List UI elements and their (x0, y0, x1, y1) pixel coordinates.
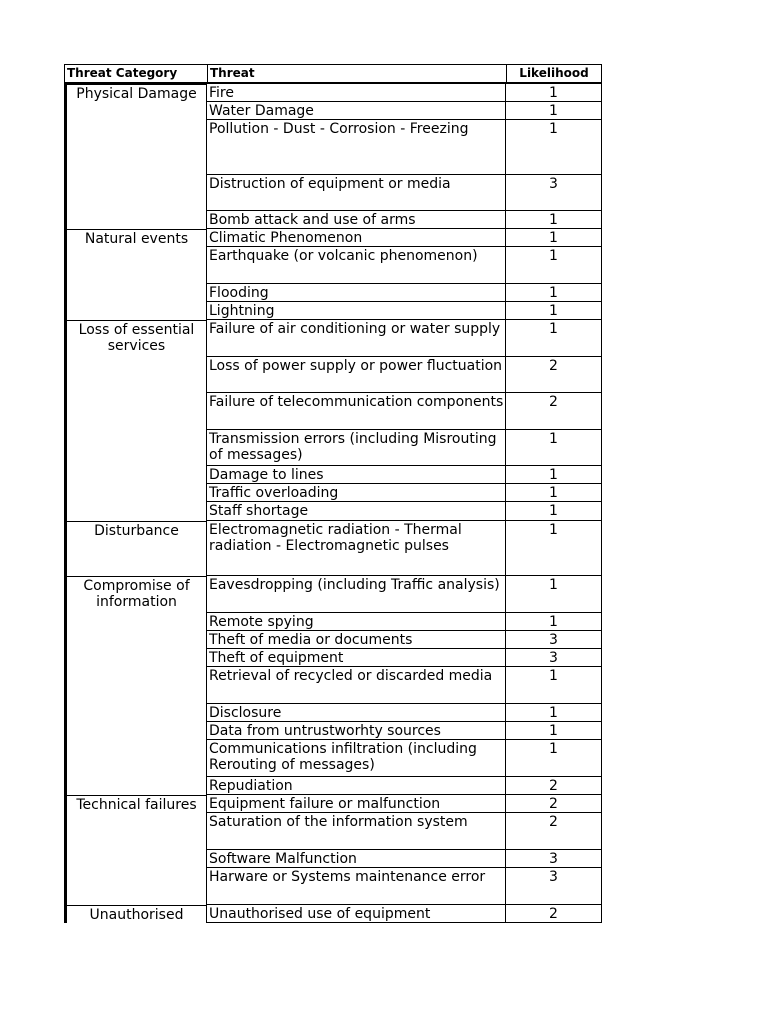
table-row (64, 393, 602, 430)
threat-category-cell-continued (64, 466, 207, 484)
threat-cell: Flooding (207, 284, 506, 302)
threat-cell: Communications infiltration (including Rerouting of messages) (207, 740, 506, 777)
threat-table (64, 64, 602, 923)
table-row (64, 120, 602, 175)
threat-category-cell-continued (64, 613, 207, 631)
table-row (64, 795, 602, 813)
likelihood-cell: 1 (506, 102, 602, 120)
table-row (64, 302, 602, 320)
threat-category-cell: Physical Damage (64, 84, 207, 102)
likelihood-cell: 1 (506, 502, 602, 521)
table-row (64, 740, 602, 777)
threat-cell: Saturation of the information system (207, 813, 506, 850)
threat-cell: Transmission errors (including Misrouting of messages) (207, 430, 506, 466)
threat-cell: Climatic Phenomenon (207, 229, 506, 247)
likelihood-cell: 1 (506, 521, 602, 576)
table-row (64, 576, 602, 613)
threat-cell: Staff shortage (207, 502, 506, 521)
threat-cell: Bomb attack and use of arms (207, 211, 506, 229)
threat-cell: Damage to lines (207, 466, 506, 484)
threat-cell: Water Damage (207, 102, 506, 120)
table-row (64, 850, 602, 868)
table-row (64, 722, 602, 740)
likelihood-cell: 1 (506, 430, 602, 466)
threat-category-cell-continued (64, 357, 207, 393)
table-row (64, 649, 602, 667)
likelihood-cell: 2 (506, 795, 602, 813)
threat-category-cell-continued (64, 120, 207, 175)
threat-category-cell: Disturbance (64, 521, 207, 576)
table-row (64, 868, 602, 905)
threat-category-cell-continued (64, 850, 207, 868)
threat-category-cell: Unauthorised (64, 905, 207, 923)
likelihood-cell: 3 (506, 649, 602, 667)
threat-cell: Software Malfunction (207, 850, 506, 868)
threat-category-cell-continued (64, 430, 207, 466)
threat-cell: Harware or Systems maintenance error (207, 868, 506, 905)
threat-category-cell-continued (64, 484, 207, 502)
threat-cell: Failure of air conditioning or water supply (207, 320, 506, 357)
likelihood-cell: 3 (506, 868, 602, 905)
threat-cell: Eavesdropping (including Traffic analysis) (207, 576, 506, 613)
header-threat: Threat (208, 65, 507, 82)
threat-cell: Data from untrustworhty sources (207, 722, 506, 740)
table-row (64, 466, 602, 484)
likelihood-cell: 1 (506, 229, 602, 247)
likelihood-cell: 1 (506, 740, 602, 777)
threat-cell: Traffic overloading (207, 484, 506, 502)
threat-category-cell: Compromise of information (64, 576, 207, 613)
likelihood-cell: 1 (506, 247, 602, 284)
threat-cell: Earthquake (or volcanic phenomenon) (207, 247, 506, 284)
likelihood-cell: 2 (506, 777, 602, 795)
threat-category-cell-continued (64, 211, 207, 229)
threat-category-cell-continued (64, 704, 207, 722)
threat-category-cell: Natural events (64, 229, 207, 247)
likelihood-cell: 1 (506, 704, 602, 722)
likelihood-cell: 3 (506, 631, 602, 649)
table-row (64, 484, 602, 502)
threat-category-cell-continued (64, 175, 207, 211)
threat-category-cell-continued (64, 813, 207, 850)
threat-cell: Lightning (207, 302, 506, 320)
threat-cell: Loss of power supply or power fluctuation (207, 357, 506, 393)
table-row (64, 430, 602, 466)
table-row (64, 284, 602, 302)
threat-category-cell-continued (64, 722, 207, 740)
threat-cell: Unauthorised use of equipment (207, 905, 506, 923)
likelihood-cell: 1 (506, 484, 602, 502)
threat-category-cell-continued (64, 302, 207, 320)
threat-category-cell-continued (64, 502, 207, 521)
table-row (64, 631, 602, 649)
table-row (64, 175, 602, 211)
threat-category-cell-continued (64, 631, 207, 649)
likelihood-cell: 3 (506, 175, 602, 211)
likelihood-cell: 1 (506, 466, 602, 484)
table-row (64, 211, 602, 229)
table-row (64, 357, 602, 393)
threat-category-cell-continued (64, 667, 207, 704)
likelihood-cell: 2 (506, 393, 602, 430)
threat-category-cell-continued (64, 393, 207, 430)
likelihood-cell: 1 (506, 613, 602, 631)
table-row (64, 102, 602, 120)
table-row (64, 247, 602, 284)
table-row (64, 704, 602, 722)
threat-category-cell-continued (64, 740, 207, 777)
threat-category-cell-continued (64, 247, 207, 284)
table-row (64, 905, 602, 923)
threat-category-cell-continued (64, 102, 207, 120)
table-body (64, 84, 602, 923)
table-row (64, 521, 602, 576)
threat-cell: Distruction of equipment or media (207, 175, 506, 211)
header-threat-category: Threat Category (65, 65, 208, 82)
threat-category-cell-continued (64, 284, 207, 302)
table-row (64, 502, 602, 521)
likelihood-cell: 3 (506, 850, 602, 868)
threat-cell: Electromagnetic radiation - Thermal radiation - Electromagnetic pulses (207, 521, 506, 576)
threat-cell: Repudiation (207, 777, 506, 795)
likelihood-cell: 1 (506, 120, 602, 175)
likelihood-cell: 1 (506, 722, 602, 740)
threat-cell: Failure of telecommunication components (207, 393, 506, 430)
threat-cell: Fire (207, 84, 506, 102)
likelihood-cell: 1 (506, 84, 602, 102)
threat-cell: Pollution - Dust - Corrosion - Freezing (207, 120, 506, 175)
likelihood-cell: 1 (506, 302, 602, 320)
threat-cell: Remote spying (207, 613, 506, 631)
likelihood-cell: 1 (506, 576, 602, 613)
threat-category-cell: Technical failures (64, 795, 207, 813)
threat-cell: Disclosure (207, 704, 506, 722)
table-row (64, 667, 602, 704)
threat-category-cell: Loss of essential services (64, 320, 207, 357)
likelihood-cell: 2 (506, 357, 602, 393)
table-header (64, 64, 602, 84)
likelihood-cell: 1 (506, 284, 602, 302)
likelihood-cell: 1 (506, 320, 602, 357)
threat-cell: Equipment failure or malfunction (207, 795, 506, 813)
threat-category-cell-continued (64, 777, 207, 795)
likelihood-cell: 1 (506, 211, 602, 229)
table-row (64, 84, 602, 102)
threat-cell: Theft of media or documents (207, 631, 506, 649)
table-row (64, 613, 602, 631)
likelihood-cell: 1 (506, 667, 602, 704)
threat-cell: Retrieval of recycled or discarded media (207, 667, 506, 704)
threat-category-cell-continued (64, 868, 207, 905)
table-row (64, 229, 602, 247)
threat-category-cell-continued (64, 649, 207, 667)
table-row (64, 813, 602, 850)
table-row (64, 320, 602, 357)
header-likelihood: Likelihood (519, 66, 589, 80)
likelihood-cell: 2 (506, 813, 602, 850)
threat-cell: Theft of equipment (207, 649, 506, 667)
likelihood-cell: 2 (506, 905, 602, 923)
table-row (64, 777, 602, 795)
